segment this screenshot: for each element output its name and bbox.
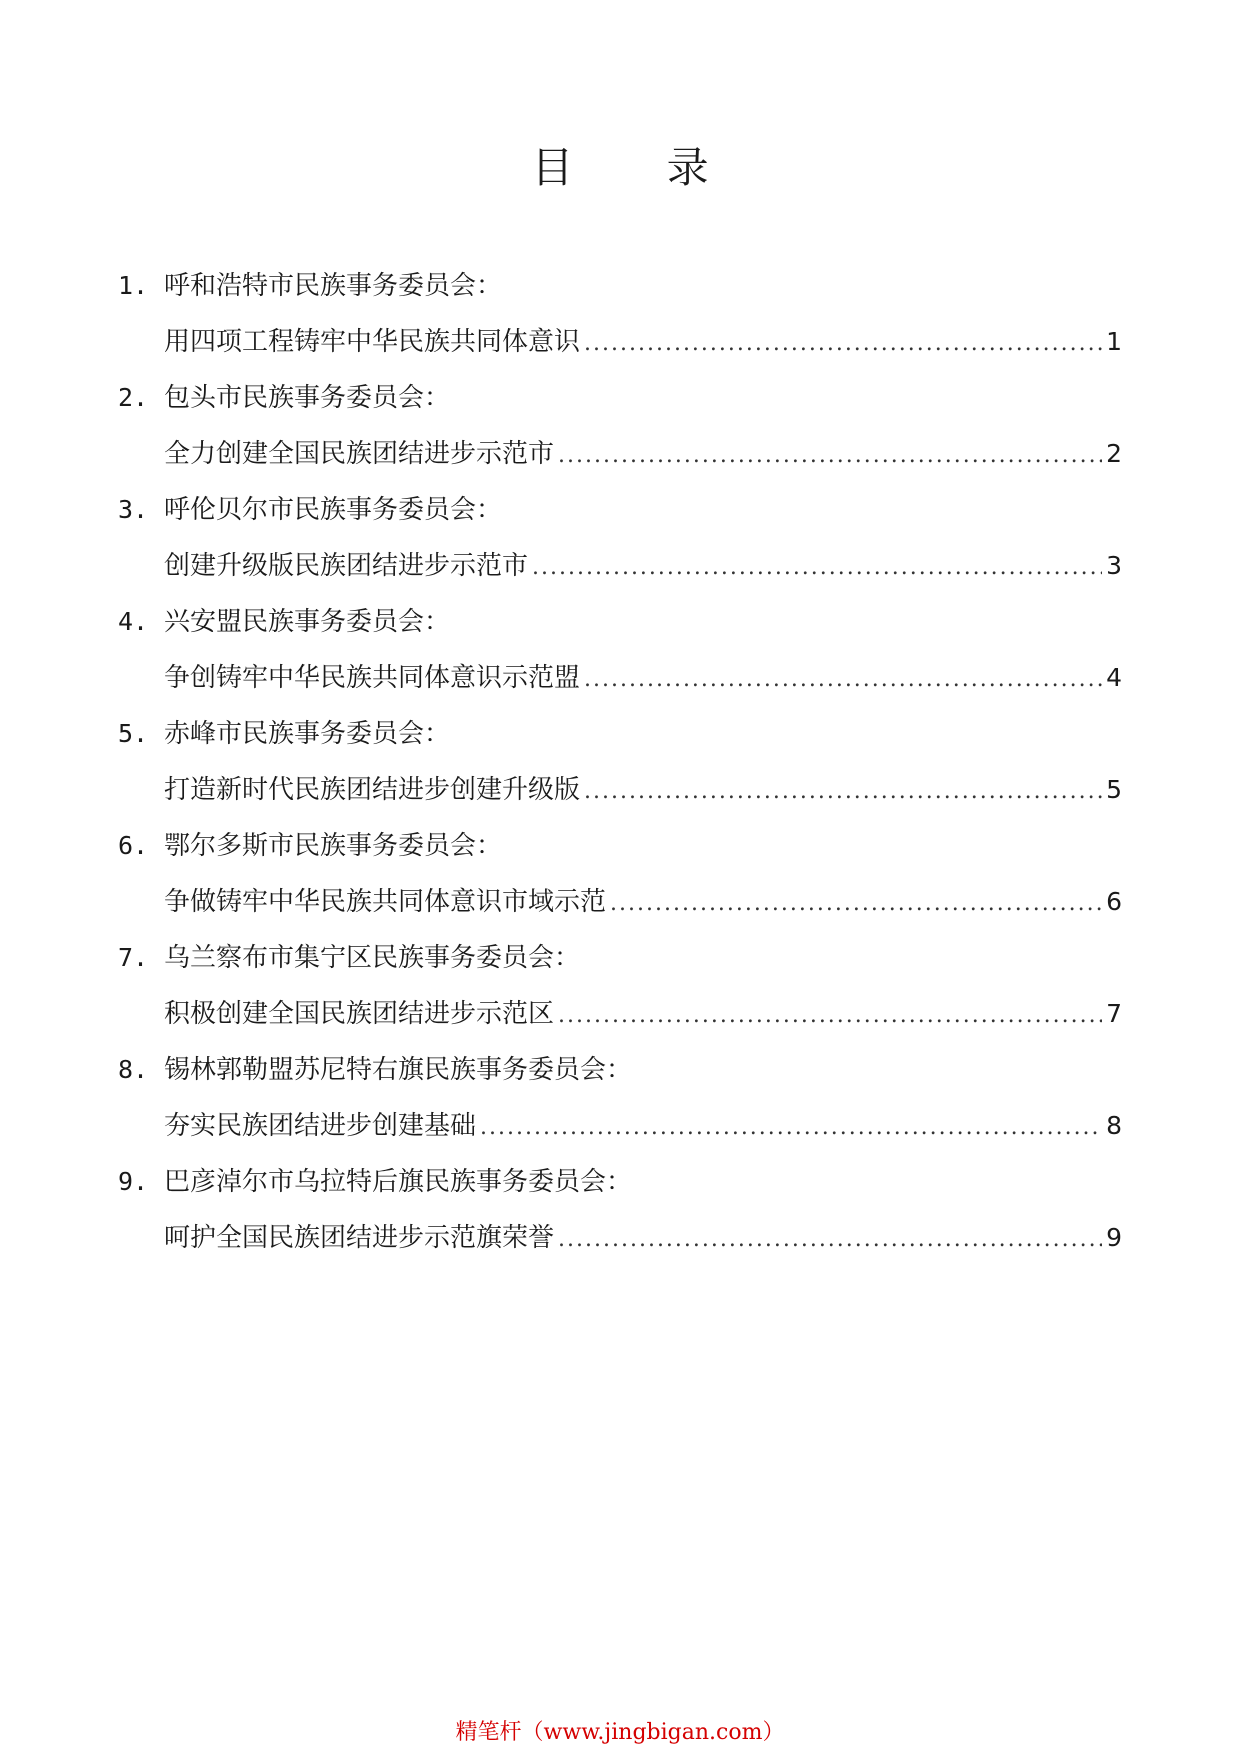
toc-heading-text: 包头市民族事务委员会： (164, 383, 451, 413)
footer-watermark[interactable]: 精笔杆（www.jingbigan.com） (455, 1720, 785, 1745)
toc-entry-7 (118, 930, 1122, 1042)
toc-entry-5 (118, 706, 1122, 818)
toc-heading-text: 鄂尔多斯市民族事务委员会： (164, 831, 503, 861)
toc-subtitle-line[interactable] (164, 874, 1122, 930)
toc-number: 7. (118, 943, 149, 972)
toc-heading-text: 乌兰察布市集宁区民族事务委员会： (164, 943, 581, 973)
toc-heading[interactable] (118, 1042, 1122, 1098)
toc-entry-4 (118, 594, 1122, 706)
toc-entry-3 (118, 482, 1122, 594)
toc-leader-dots (584, 316, 1102, 372)
toc-number: 6. (118, 831, 149, 860)
toc-number: 8. (118, 1055, 149, 1084)
toc-leader-dots (584, 652, 1102, 708)
toc-leader-dots (532, 540, 1102, 596)
toc-subtitle: 全力创建全国民族团结进步示范市 (164, 439, 555, 469)
toc-subtitle: 打造新时代民族团结进步创建升级版 (164, 775, 581, 805)
toc-heading-text: 锡林郭勒盟苏尼特右旗民族事务委员会： (164, 1055, 633, 1085)
toc-number: 2. (118, 383, 149, 412)
toc-heading[interactable] (118, 482, 1122, 538)
toc-heading[interactable] (118, 706, 1122, 762)
toc-subtitle-line[interactable] (164, 1098, 1122, 1154)
toc-page-number: 4 (1106, 663, 1122, 692)
table-of-contents (118, 258, 1122, 1266)
toc-number: 3. (118, 495, 149, 524)
toc-page-number: 6 (1106, 887, 1122, 916)
toc-leader-dots (558, 988, 1102, 1044)
toc-page-number: 8 (1106, 1111, 1122, 1140)
toc-leader-dots (480, 1100, 1102, 1156)
toc-leader-dots (610, 876, 1102, 932)
toc-entry-1 (118, 258, 1122, 370)
toc-entry-8 (118, 1042, 1122, 1154)
toc-heading-text: 兴安盟民族事务委员会： (164, 607, 451, 637)
toc-subtitle-line[interactable] (164, 314, 1122, 370)
toc-subtitle: 争做铸牢中华民族共同体意识市域示范 (164, 887, 607, 917)
toc-page-number: 7 (1106, 999, 1122, 1028)
toc-subtitle: 夯实民族团结进步创建基础 (164, 1111, 477, 1141)
toc-heading[interactable] (118, 594, 1122, 650)
toc-heading-text: 呼和浩特市民族事务委员会： (164, 271, 503, 301)
toc-number: 4. (118, 607, 149, 636)
toc-subtitle: 积极创建全国民族团结进步示范区 (164, 999, 555, 1029)
toc-page-number: 9 (1106, 1223, 1122, 1252)
toc-page-number: 3 (1106, 551, 1122, 580)
page-title: 目 录 (531, 143, 749, 192)
toc-page-number: 1 (1106, 327, 1122, 356)
toc-heading[interactable] (118, 370, 1122, 426)
toc-heading[interactable] (118, 1154, 1122, 1210)
toc-subtitle-line[interactable] (164, 538, 1122, 594)
toc-subtitle-line[interactable] (164, 986, 1122, 1042)
toc-heading[interactable] (118, 258, 1122, 314)
toc-leader-dots (558, 1212, 1102, 1268)
toc-subtitle: 争创铸牢中华民族共同体意识示范盟 (164, 663, 581, 693)
toc-subtitle-line[interactable] (164, 650, 1122, 706)
toc-heading-text: 赤峰市民族事务委员会： (164, 719, 451, 749)
toc-heading-text: 呼伦贝尔市民族事务委员会： (164, 495, 503, 525)
toc-page-number: 5 (1106, 775, 1122, 804)
toc-entry-2 (118, 370, 1122, 482)
toc-page-number: 2 (1106, 439, 1122, 468)
toc-entry-6 (118, 818, 1122, 930)
toc-number: 5. (118, 719, 149, 748)
toc-subtitle: 创建升级版民族团结进步示范市 (164, 551, 529, 581)
toc-number: 1. (118, 271, 149, 300)
toc-leader-dots (584, 764, 1102, 820)
toc-number: 9. (118, 1167, 149, 1196)
toc-entry-9 (118, 1154, 1122, 1266)
toc-subtitle: 呵护全国民族团结进步示范旗荣誉 (164, 1223, 555, 1253)
toc-leader-dots (558, 428, 1102, 484)
toc-subtitle-line[interactable] (164, 426, 1122, 482)
toc-heading[interactable] (118, 930, 1122, 986)
toc-subtitle-line[interactable] (164, 762, 1122, 818)
toc-subtitle-line[interactable] (164, 1210, 1122, 1266)
toc-subtitle: 用四项工程铸牢中华民族共同体意识 (164, 327, 581, 357)
toc-heading[interactable] (118, 818, 1122, 874)
toc-heading-text: 巴彦淖尔市乌拉特后旗民族事务委员会： (164, 1167, 633, 1197)
